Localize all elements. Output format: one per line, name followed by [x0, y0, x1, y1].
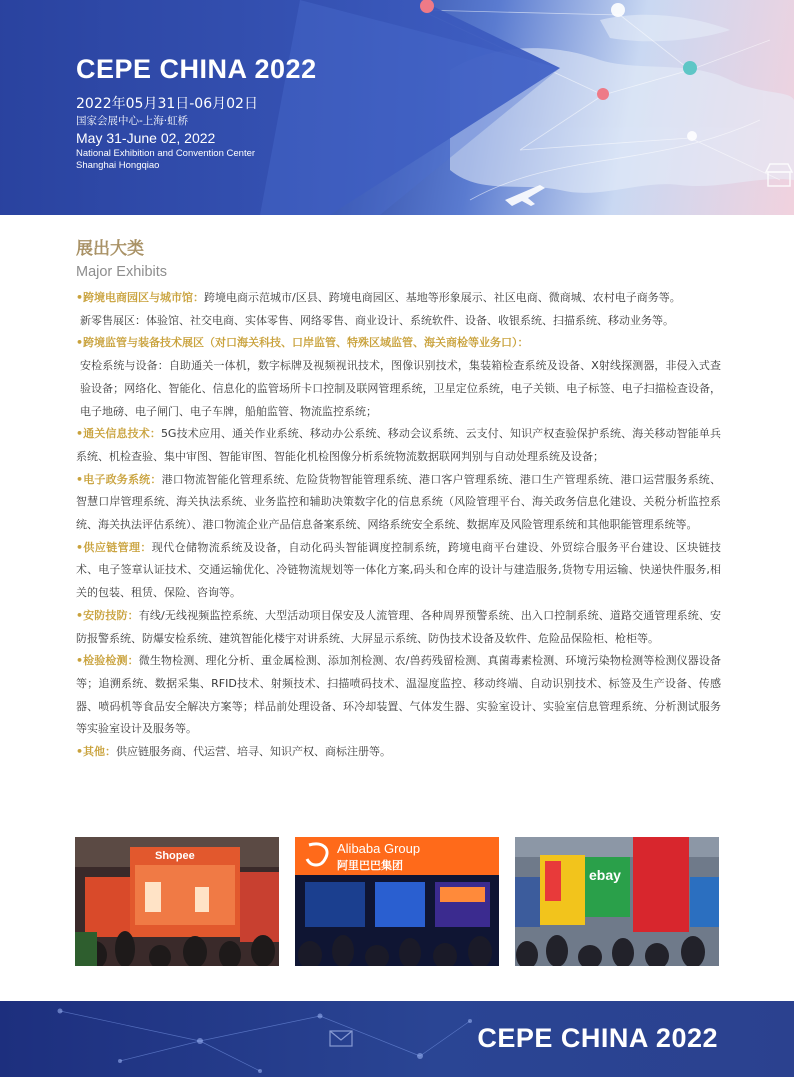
header-banner: [0, 0, 794, 215]
category-name: 跨境监管与装备技术展区（对口海关科技、口岸监管、特殊区域监管、海关商检等业务口）：: [83, 336, 529, 350]
shopee-sign-text: Shopee: [155, 850, 195, 862]
category-e-government: [76, 469, 721, 537]
category-text: 新零售展区：体验馆、社交电商、实体零售、网络零售、商业设计、系统软件、设备、收银系统、扫描系统、移动业务等。: [80, 313, 674, 327]
section-title-cn: 展出大类: [76, 239, 144, 259]
category-list: [76, 287, 721, 764]
bullet-icon: •: [76, 291, 84, 304]
exhibition-photos: [75, 837, 719, 966]
category-text: 有线/无线视频监控系统、大型活动项目保安及人流管理、各种周界预警系统、出入口控制系统、道路交通管理系统、安防报警系统、防爆安检系统、建筑智能化楼宇对讲系统、大屏显示系统、防伪技术设备及软件、危险品保险柜、枪柜等。: [76, 608, 722, 645]
exhibits-section: [76, 237, 721, 764]
category-supply-chain: [76, 537, 721, 605]
photo-alibaba-booth: [295, 837, 499, 966]
header-venue-en-line2: Shanghai Hongqiao: [76, 160, 160, 171]
bullet-icon: •: [76, 745, 84, 759]
bullet-icon: •: [76, 336, 84, 350]
alibaba-sign-cn: 阿里巴巴集团: [337, 859, 403, 872]
bullet-icon: •: [76, 540, 84, 554]
footer-banner: [0, 1001, 794, 1077]
photo-shopee-booth: [75, 837, 279, 966]
category-name: 供应链管理：: [83, 540, 152, 554]
category-text: 跨境电商示范城市/区县、跨境电商园区、基地等形象展示、社区电商、微商城、农村电子商务等。: [204, 291, 681, 304]
category-text: 港口物流智能化管理系统、危险货物智能管理系统、港口客户管理系统、港口生产管理系统、港口运营服务系统、智慧口岸管理系统、海关执法系统、业务监控和辅助决策数字化的信息系统（风险管理平台、海关政务信息化建设、关税分析监控系统、海关执法评估系统）、港口物流企业产品信息备案系统、网络系统安全系统、数据库及风险管理系统和其他职能管理系统等。: [76, 472, 722, 532]
category-name: 跨境电商园区与城市馆：: [83, 291, 205, 304]
bullet-icon: •: [76, 472, 84, 486]
bullet-icon: •: [76, 654, 84, 668]
header-date-cn: 2022年05月31日-06月02日: [76, 96, 258, 112]
category-clearance-it: [76, 423, 721, 468]
header-date-en: May 31-June 02, 2022: [76, 130, 216, 146]
category-name: 安防技防：: [83, 608, 139, 622]
category-text: 供应链服务商、代运营、培寻、知识产权、商标注册等。: [116, 745, 392, 759]
category-text: 微生物检测、理化分析、重金属检测、添加剂检测、农/兽药残留检测、真菌毒素检测、环境污染物检测等检测仪器设备等；追溯系统、数据采集、RFID技术、射频技术、扫描喷码技术、温湿度监控、移动终端、自动识别技术、标签及生产设备、传感器、喷码机等食品安全解决方案等；样品前处理设备、环冷却装置、气体发生器、实验室设计、实验室信息管理系统、分析测试服务等实验室设计及服务等。: [76, 654, 722, 736]
header-venue-en-line1: National Exhibition and Convention Center: [76, 148, 256, 159]
category-text: 现代仓储物流系统及设备，自动化码头智能调度控制系统，跨境电商平台建设、外贸综合服务平台建设、区块链技术、电子签章认证技术、交通运输优化、冷链物流规划等一体化方案,码头和仓库的设计与建造服务,货物专用运输、快递快件服务,相关的包装、租赁、保险、咨询等。: [76, 540, 722, 600]
alibaba-sign-en: Alibaba Group: [337, 841, 421, 856]
envelope-icon: [330, 1031, 352, 1046]
category-others: [76, 741, 721, 764]
ebay-sign-text: ebay: [589, 867, 621, 883]
category-name: 通关信息技术：: [83, 427, 161, 441]
category-ecommerce-park: [76, 287, 721, 332]
category-customs-supervision: [76, 332, 721, 423]
header-title: CEPE CHINA 2022: [76, 54, 317, 84]
footer-title: CEPE CHINA 2022: [477, 1023, 718, 1053]
bullet-icon: •: [76, 608, 84, 622]
category-name: 检验检测：: [83, 654, 139, 668]
bullet-icon: •: [76, 427, 84, 441]
section-title-en: Major Exhibits: [76, 264, 168, 280]
category-name: 电子政务系统：: [83, 472, 162, 486]
airplane-icon: [505, 185, 545, 206]
category-security: [76, 605, 721, 650]
category-inspection: [76, 650, 721, 741]
photo-ebay-booth: [515, 837, 719, 966]
header-venue-cn: 国家会展中心-上海·虹桥: [76, 115, 189, 127]
category-name: 其他：: [83, 745, 117, 759]
category-text: 安检系统与设备：自助通关一体机，数字标牌及视频视讯技术，图像识别技术，集装箱检查系统及设备、X射线探测器，非侵入式查验设备；网络化、智能化、信息化的监管场所卡口控制及联网管理系统，卫星定位系统，电子关锁、电子标签、电子扫描检查设备，电子地磅、电子闸门、电子车牌，船舶监管、物流监控系统；: [80, 359, 722, 418]
category-text: 5G技术应用、通关作业系统、移动办公系统、移动会议系统、云支付、知识产权查验保护系统、海关移动智能单兵系统、机检查验、集中审图、智能审图、智能化机检图像分析系统物流数据联网判别与自动处理系统及设备；: [76, 427, 721, 463]
